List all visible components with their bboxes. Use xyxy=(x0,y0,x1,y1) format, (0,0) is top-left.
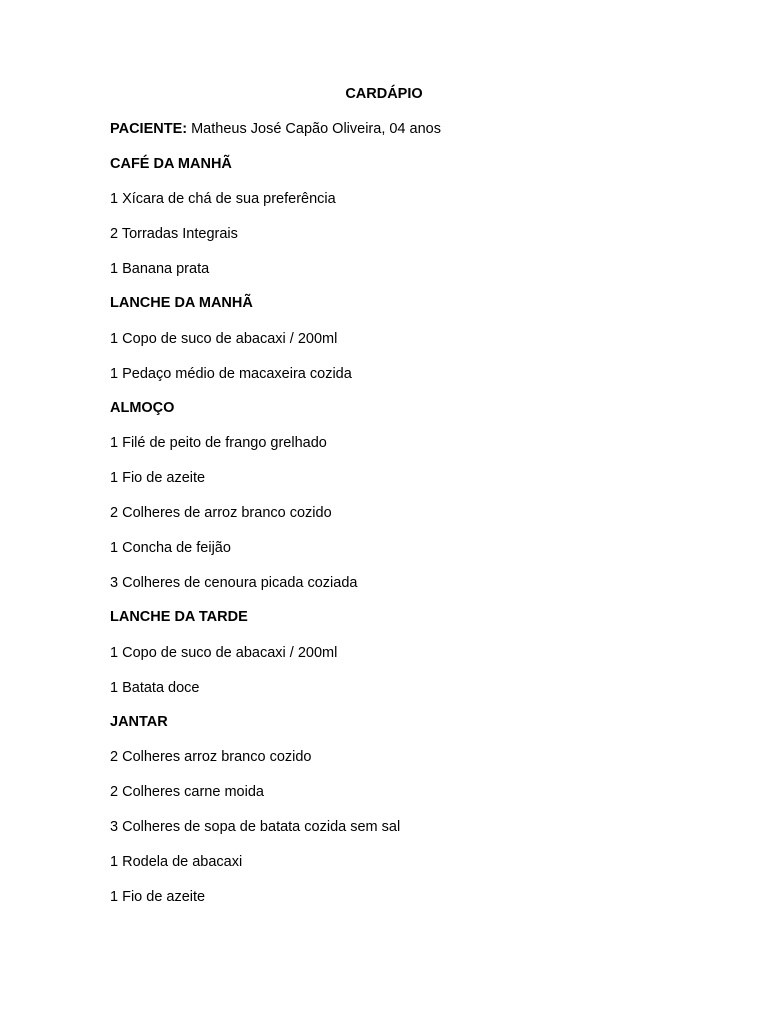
menu-item: 1 Filé de peito de frango grelhado xyxy=(110,435,327,451)
menu-item: 1 Copo de suco de abacaxi / 200ml xyxy=(110,331,338,347)
menu-item: 1 Rodela de abacaxi xyxy=(110,854,243,870)
document-title: CARDÁPIO xyxy=(345,86,423,102)
menu-item: 1 Xícara de chá de sua preferência xyxy=(110,191,336,207)
menu-item: 2 Colheres carne moida xyxy=(110,784,264,800)
menu-item: 2 Torradas Integrais xyxy=(110,226,238,242)
section-heading-lanche-da-tarde: LANCHE DA TARDE xyxy=(110,609,248,625)
menu-item: 1 Banana prata xyxy=(110,261,210,277)
menu-item: 1 Fio de azeite xyxy=(110,470,206,486)
menu-item: 1 Pedaço médio de macaxeira cozida xyxy=(110,366,352,382)
menu-item: 3 Colheres de sopa de batata cozida sem sal xyxy=(110,819,401,835)
menu-item: 2 Colheres arroz branco cozido xyxy=(110,749,312,765)
patient-label: PACIENTE: xyxy=(110,121,188,137)
section-heading-almoco: ALMOÇO xyxy=(110,400,175,416)
section-heading-lanche-da-manha: LANCHE DA MANHÃ xyxy=(110,295,253,311)
document-page xyxy=(110,0,670,1024)
menu-item: 2 Colheres de arroz branco cozido xyxy=(110,505,332,521)
menu-item: 1 Copo de suco de abacaxi / 200ml xyxy=(110,645,338,661)
patient-value: Matheus José Capão Oliveira, 04 anos xyxy=(187,121,441,137)
section-heading-jantar: JANTAR xyxy=(110,714,168,730)
menu-item: 1 Batata doce xyxy=(110,680,200,696)
menu-item: 1 Fio de azeite xyxy=(110,889,206,905)
menu-item: 3 Colheres de cenoura picada coziada xyxy=(110,575,358,591)
patient-line xyxy=(110,120,441,138)
section-heading-cafe-da-manha: CAFÉ DA MANHÃ xyxy=(110,156,232,172)
menu-item: 1 Concha de feijão xyxy=(110,540,231,556)
